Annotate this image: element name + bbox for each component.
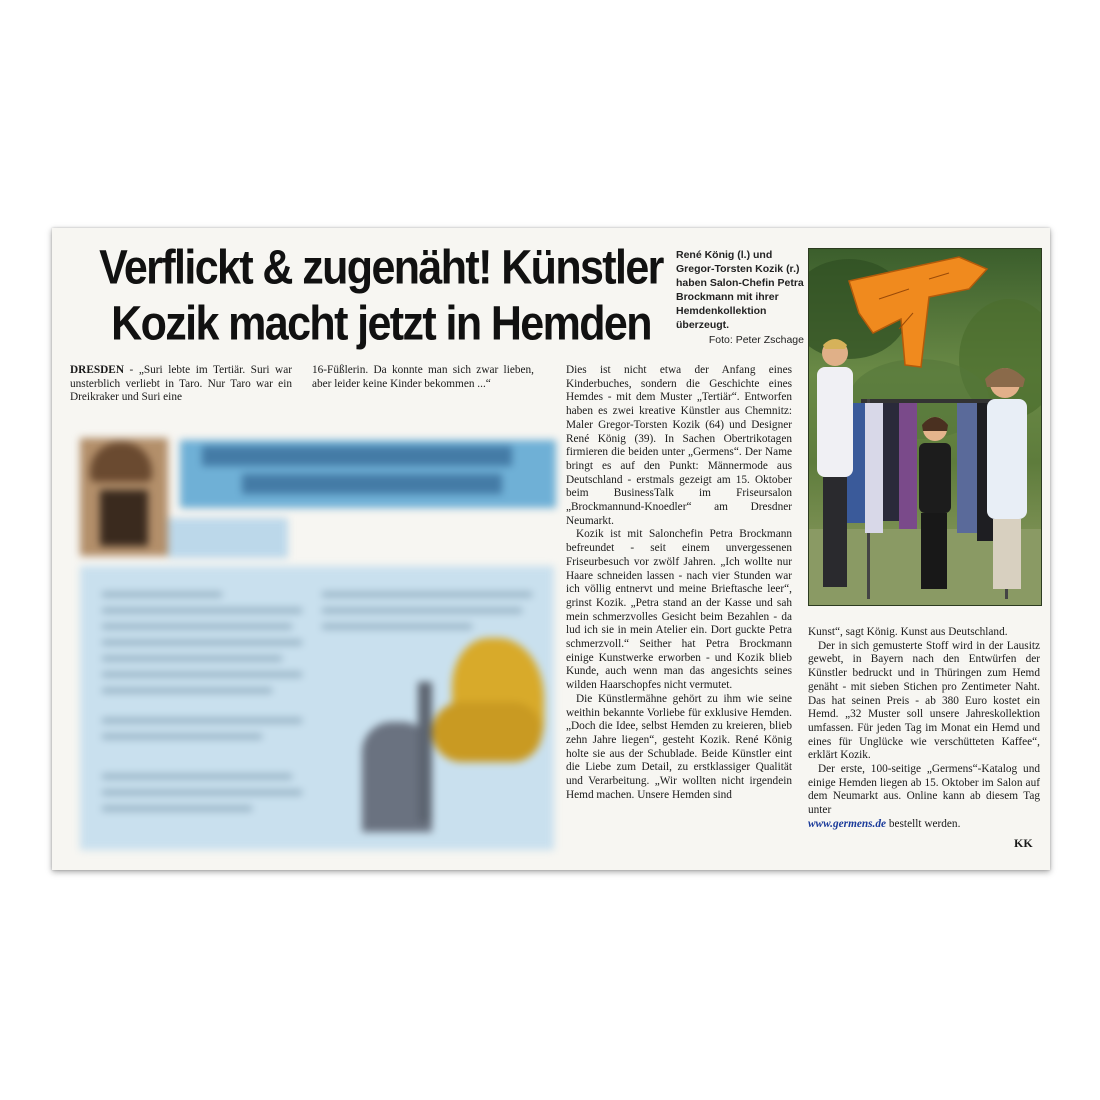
paragraph: Der in sich gemusterte Stoff wird in der Lausitz gewebt, in Bayern nach den Entwürfen der Künstler bedruckt und in Thüringen zum Hemd genäht - mit sieben Stichen pro Zentimeter Naht. Das hat seinen Preis - ab 380 Euro kostet ein Hemd. „32 Muster soll unsere Jahreskollektion umfassen. Für jeden Tag im Monat ein Hemd und eines für Unglücke wie verschütteten Kaffee“, erklärt Kozik. [808, 639, 1040, 762]
blurred-title-line [202, 446, 512, 466]
blurred-title-line [242, 474, 502, 494]
paragraph: Kunst“, sagt König. Kunst aus Deutschland. [808, 626, 1008, 638]
headline-line-2: Kozik macht jetzt in Hemden [111, 297, 651, 351]
photo-caption [676, 248, 804, 347]
body-column-3 [566, 364, 792, 803]
dateline: DRESDEN [70, 364, 124, 376]
intro-column-2 [312, 364, 534, 391]
link-suffix: bestellt werden. [886, 817, 961, 830]
blurred-golden-horse [432, 702, 542, 762]
headline [66, 240, 696, 352]
blurred-line [102, 592, 222, 597]
blurred-line [102, 608, 302, 613]
blurred-line [322, 608, 522, 613]
blurred-church-spire [418, 682, 432, 822]
photo-credit: Foto: Peter Zschage [708, 334, 804, 346]
blurred-line [102, 734, 262, 739]
paragraph: Der erste, 100-seitige „Germens“-Katalog und einige Hemden liegen ab 15. Oktober im Salon auf dem Neumarkt aus. Online kann ab diesem Tag unter [808, 763, 1040, 817]
article-photo [808, 248, 1042, 606]
paragraph: Kozik ist mit Salonchefin Petra Brockmann befreundet - seit einem unvergessenen Friseurbesuch vor zwölf Jahren. „Ich wollte nur Haare schneiden lassen - nach vier Stunden war ich völlig entnervt und meine Brieftasche leer“, grinst Kozik. „Petra stand an der Kasse und sah mein schmerzvolles Gesicht beim Bezahlen - da lud ich sie in mein Atelier ein. Dort guckte Petra schmerzvoll.“ Seither hat Petra Brockmann einige Kunstwerke erworben - und Kozik blieb Kunde, auch wenn man das angesichts seines wilden Haarschopfes nicht vermutet. [566, 528, 792, 692]
blurred-line [102, 718, 302, 723]
newspaper-clipping [52, 228, 1050, 870]
website-link[interactable]: www.germens.de [808, 817, 887, 830]
paragraph: Die Künstlermähne gehört zu ihm wie seine weithin bekannte Vorliebe für exklusive Hemden. „Doch die Idee, selbst Hemden zu kreieren, blieb zehn Jahre liegen“, gesteht Kozik. René König holte sie aus der Schublade. Beide Künstler eint die Liebe zum Detail, zu erstklassiger Qualität und Verarbeitung. „Wir wollten nicht irgendein Hemd machen. Unsere Hemden sind [566, 692, 792, 801]
blurred-portrait-beard [100, 490, 148, 546]
photo-illustration [809, 249, 1041, 605]
intro-text-1: - „Suri lebte im Tertiär. Suri war unsterblich verliebt in Taro. Nur Taro war ein Dreikraker und Suri eine [70, 364, 292, 404]
body-column-4 [808, 626, 1040, 832]
headline-line-1: Verflickt & zugenäht! Künstler [99, 241, 663, 295]
blurred-line [102, 774, 292, 779]
blurred-line [322, 592, 532, 597]
blurred-line [102, 790, 302, 795]
blurred-line [102, 806, 252, 811]
blurred-line [102, 672, 302, 677]
caption-text: René König (l.) und Gregor-Torsten Kozik (r.) haben Salon-Chefin Petra Brockmann mit ihrer Hemdenkollektion überzeugt. [676, 249, 804, 331]
blurred-intro-box [168, 518, 288, 558]
blurred-line [102, 640, 302, 645]
intro-text-2: 16-Füßlerin. Da konnte man sich zwar lieben, aber leider keine Kinder bekommen ...“ [312, 364, 534, 390]
blurred-line [102, 688, 272, 693]
blurred-sidebar-article [72, 432, 558, 858]
blurred-line [102, 624, 292, 629]
blurred-line [322, 624, 472, 629]
blurred-line [102, 656, 282, 661]
intro-column-1 [70, 364, 292, 405]
paragraph: Dies ist nicht etwa der Anfang eines Kinderbuches, sondern die Geschichte eines Hemdes - mit dem Muster „Tertiär“. Entworfen haben es zwei kreative Künstler aus Chemnitz: Maler Gregor-Torsten Kozik (64) und Designer René König (39). In Sachen Obertrikotagen firmieren die beiden unter „Germens“. Der Name bringt es auf den Punkt: Männermode aus Deutschland - erstmals gezeigt am 15. Oktober beim BusinessTalk im Friseursalon „Brockmannund-Knoedler“ am Dresdner Neumarkt. [566, 364, 792, 527]
author-signature: KK [1014, 836, 1033, 850]
